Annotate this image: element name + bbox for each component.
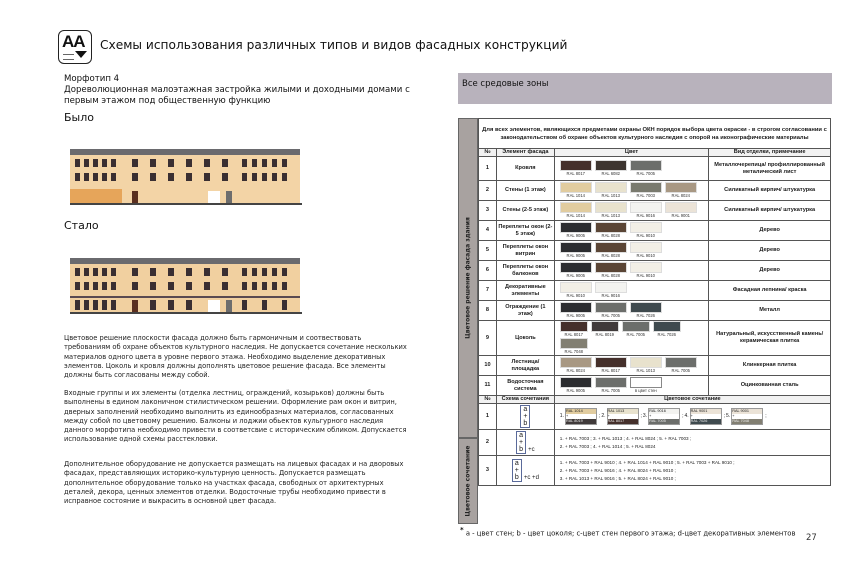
- comb-scheme: [496, 456, 554, 486]
- row-number: 2: [479, 181, 497, 201]
- swatch-fill: [595, 377, 627, 388]
- row-colors: [554, 321, 708, 356]
- separator: ;: [723, 413, 726, 419]
- scheme-letter: b: [523, 420, 528, 427]
- table-row: [479, 157, 831, 181]
- swatch-code: RAL 9010: [636, 273, 656, 278]
- swatch-code: RAL 1014: [566, 213, 586, 218]
- scheme-letter: a: [523, 406, 528, 413]
- row-element: Стены (2-5 этаж): [496, 201, 554, 221]
- color-swatch: [560, 377, 592, 394]
- row-number: 1: [479, 157, 497, 181]
- swatch-code: RAL 7005: [671, 368, 691, 373]
- swatch-fill: [622, 321, 650, 332]
- row-colors: [554, 181, 708, 201]
- swatch-fill: [630, 262, 662, 273]
- swatch-code: RAL 7005: [601, 388, 621, 393]
- color-swatch: [630, 182, 662, 199]
- color-swatch: [560, 282, 592, 299]
- table-row: [479, 201, 831, 221]
- color-swatch: [560, 321, 588, 338]
- swatch-fill: [665, 182, 697, 193]
- swatch-fill: [665, 202, 697, 213]
- comb-pair: [684, 408, 722, 425]
- facade-after-image: [70, 252, 310, 314]
- color-swatch: [560, 302, 592, 319]
- swatch-code: RAL 7005: [626, 332, 646, 337]
- row-element: Переплеты окон балконов: [496, 261, 554, 281]
- comb-scheme: [496, 404, 554, 430]
- color-swatch: [630, 242, 662, 259]
- swatch-fill: [653, 321, 681, 332]
- color-swatch: [630, 302, 662, 319]
- swatch-fill: [595, 242, 627, 253]
- swatch-fill: [591, 321, 619, 332]
- comb-bottom: RAL 8019: [566, 419, 596, 424]
- color-swatch: [665, 202, 697, 219]
- row-colors: [554, 301, 708, 321]
- swatch-code: RAL 1013: [601, 193, 621, 198]
- color-swatch: [665, 357, 697, 374]
- footnote-mark: *: [460, 526, 464, 534]
- color-swatch: [560, 160, 592, 177]
- comb-index: 5.: [726, 413, 731, 419]
- swatch-code: RAL 9001: [671, 213, 691, 218]
- swatch-code: RAL 9005: [566, 313, 586, 318]
- comb-scheme: [496, 430, 554, 456]
- color-swatch: [595, 377, 627, 394]
- row-finish: Силикатный кирпич/ штукатурка: [709, 181, 831, 201]
- comb-values: [554, 404, 830, 430]
- separator: ;: [598, 413, 601, 419]
- comb-number: 3: [479, 456, 497, 486]
- before-label: Было: [64, 111, 94, 124]
- scheme-letter: +: [519, 439, 524, 446]
- comb-pair: [723, 408, 767, 425]
- scheme-box: [516, 431, 526, 454]
- comb-number: 2: [479, 430, 497, 456]
- row-colors: [554, 261, 708, 281]
- swatch-fill: [630, 242, 662, 253]
- comb-top: RAL 9001: [732, 409, 762, 414]
- comb-plus: +: [690, 414, 693, 418]
- swatch-code: RAL 9005: [566, 388, 586, 393]
- logo: [58, 30, 92, 64]
- row-number: 5: [479, 241, 497, 261]
- swatch-code: RAL 9005: [566, 233, 586, 238]
- comb-box: [690, 408, 722, 425]
- comb-line: 2. + RAL 7003 + RAL 9016 ; 4. + RAL 8024 + RAL 9010 ;: [559, 467, 676, 473]
- comb-pair: [598, 408, 639, 425]
- row-finish: Дерево: [709, 221, 831, 241]
- comb-top: RAL 9001: [691, 409, 721, 414]
- row-colors: [554, 281, 708, 301]
- swatch-code: RAL 1013: [636, 368, 656, 373]
- header-color: Цвет: [554, 149, 708, 157]
- comb-bottom: RAL 7026: [691, 419, 721, 424]
- footnote-text: a - цвет стен; b - цвет цоколя; c-цвет стен первого этажа; d-цвет декоративных элементов: [465, 529, 796, 538]
- morphotype-block: [64, 74, 424, 108]
- swatch-fill: [630, 182, 662, 193]
- comb-index: 2.: [601, 413, 606, 419]
- comb-box: [731, 408, 763, 425]
- row-element: Ограждение (1 этаж): [496, 301, 554, 321]
- swatch-fill: [595, 182, 627, 193]
- swatch-code: RAL 8017: [601, 368, 621, 373]
- color-swatch: [630, 222, 662, 239]
- color-swatch: [653, 321, 681, 338]
- swatch-code: RAL 7048: [564, 349, 584, 354]
- zone-title: Все средовые зоны: [458, 73, 832, 104]
- comb-header-scheme: Схема сочетания: [496, 396, 554, 404]
- comb-bottom: RAL 8017: [608, 419, 638, 424]
- after-label: Стало: [64, 219, 99, 232]
- comb-plus: +: [649, 414, 652, 418]
- table-row: [479, 356, 831, 376]
- separator: ;: [765, 413, 767, 419]
- page-number: 27: [806, 533, 817, 543]
- swatch-code: RAL 7005: [636, 171, 656, 176]
- swatch-fill: [595, 160, 627, 171]
- color-table: [478, 118, 831, 486]
- scheme-box: [512, 459, 522, 482]
- combination-row: [479, 456, 831, 486]
- row-colors: [554, 376, 708, 396]
- comb-pair: [640, 408, 684, 425]
- row-finish: Металлочерепица/ профиллированный металический лист: [709, 157, 831, 181]
- scheme-letter: +: [514, 467, 519, 474]
- logo-triangle-icon: [75, 51, 87, 58]
- swatch-fill: [630, 302, 662, 313]
- swatch-code: RAL 8024: [566, 368, 586, 373]
- comb-plus: +: [732, 414, 735, 418]
- color-swatch: [560, 338, 588, 355]
- comb-plus: +: [607, 414, 610, 418]
- swatch-fill: [560, 182, 592, 193]
- scheme-letter: a: [514, 460, 519, 467]
- row-finish: Оцинкованная сталь: [709, 376, 831, 396]
- row-colors: [554, 221, 708, 241]
- row-finish: Металл: [709, 301, 831, 321]
- swatch-fill: [560, 242, 592, 253]
- row-finish: Фасадная лепнина/ краска: [709, 281, 831, 301]
- row-number: 3: [479, 201, 497, 221]
- color-swatch: [595, 357, 627, 374]
- color-swatch: [595, 182, 627, 199]
- swatch-code: RAL 9010: [566, 293, 586, 298]
- swatch-fill: [595, 302, 627, 313]
- comb-bottom: RAL 7048: [732, 419, 762, 424]
- swatch-fill: [595, 357, 627, 368]
- color-swatch: [591, 321, 619, 338]
- comb-line: 1. + RAL 7003 ; 3. + RAL 1013 ; 4. + RAL 8024 ; 5. + RAL 7003 ;: [559, 435, 692, 441]
- swatch-fill: [595, 222, 627, 233]
- side-label-combination: [458, 438, 478, 524]
- swatch-code: RAL 8028: [601, 233, 621, 238]
- color-swatch: [560, 222, 592, 239]
- swatch-code: RAL 1014: [566, 193, 586, 198]
- swatch-code: RAL 9010: [636, 253, 656, 258]
- color-swatch: [595, 222, 627, 239]
- comb-values: [554, 430, 830, 456]
- row-element: Водосточная система: [496, 376, 554, 396]
- separator: ;: [682, 413, 684, 419]
- morphotype-label: Морфотип 4: [64, 74, 120, 84]
- swatch-code: RAL 9005: [566, 273, 586, 278]
- comb-box: [648, 408, 680, 425]
- footnote: [460, 526, 795, 537]
- comb-box: [607, 408, 639, 425]
- logo-text: АА: [62, 32, 85, 51]
- row-finish: Натуральный, искусственный камень/ керамическая плитка: [709, 321, 831, 356]
- facade-before-image: [70, 143, 310, 205]
- color-swatch: [595, 202, 627, 219]
- row-number: 9: [479, 321, 497, 356]
- color-swatch: [560, 182, 592, 199]
- swatch-code: RAL 8017: [566, 171, 586, 176]
- header-element: Элемент фасада: [496, 149, 554, 157]
- swatch-fill: [560, 160, 592, 171]
- header-number: №: [479, 149, 497, 157]
- row-colors: [554, 356, 708, 376]
- swatch-fill: [560, 282, 592, 293]
- scheme-letter: b: [514, 474, 519, 481]
- swatch-fill: [630, 160, 662, 171]
- scheme-box: [520, 405, 530, 428]
- row-element: Лестница/площадка: [496, 356, 554, 376]
- comb-line: 3. + RAL 1013 + RAL 9016 ; 5. + RAL 8024 + RAL 9010 ;: [559, 475, 676, 481]
- row-element: Переплеты окон (2-5 этаж): [496, 221, 554, 241]
- table-row: [479, 376, 831, 396]
- row-element: Переплеты окон витрин: [496, 241, 554, 261]
- row-element: Стены (1 этаж): [496, 181, 554, 201]
- swatch-fill: [560, 377, 592, 388]
- color-swatch: [560, 262, 592, 279]
- color-swatch: [630, 357, 662, 374]
- color-swatch: [595, 282, 627, 299]
- row-finish: Дерево: [709, 241, 831, 261]
- page-title: Схемы использования различных типов и видов фасадных конструкций: [100, 38, 568, 52]
- color-swatch: [595, 242, 627, 259]
- scheme-letter: b: [519, 446, 524, 453]
- swatch-fill: [665, 357, 697, 368]
- color-swatch: [630, 262, 662, 279]
- color-swatch: [595, 160, 627, 177]
- scheme-letter: a: [519, 432, 524, 439]
- swatch-code: RAL 9016: [601, 293, 621, 298]
- swatch-code: RAL 7026: [657, 332, 677, 337]
- row-element: Кровля: [496, 157, 554, 181]
- scheme-extra: +c: [528, 447, 535, 453]
- row-number: 11: [479, 376, 497, 396]
- row-number: 7: [479, 281, 497, 301]
- table-row: [479, 281, 831, 301]
- swatch-fill: [560, 321, 588, 332]
- swatch-code: RAL 9005: [566, 253, 586, 258]
- side-label-combination-text: Цветовое сочетание: [464, 445, 472, 517]
- comb-index: 4.: [684, 413, 689, 419]
- swatch-code: RAL 8028: [601, 273, 621, 278]
- swatch-code: RAL 1013: [601, 213, 621, 218]
- separator: ;: [640, 413, 642, 419]
- table-row: [479, 181, 831, 201]
- swatch-code: RAL 8028: [601, 253, 621, 258]
- comb-pair: [559, 408, 601, 425]
- color-swatch: [630, 160, 662, 177]
- swatch-fill: [630, 222, 662, 233]
- swatch-fill: [595, 282, 627, 293]
- row-finish: Клинкерная плитка: [709, 356, 831, 376]
- color-swatch: [665, 182, 697, 199]
- comb-box: [565, 408, 597, 425]
- side-label-facade: [458, 118, 478, 438]
- row-number: 4: [479, 221, 497, 241]
- row-finish: Дерево: [709, 261, 831, 281]
- swatch-code: RAL 8019: [595, 332, 615, 337]
- row-colors: [554, 241, 708, 261]
- comb-header-combination: Цветовое сочетание: [554, 396, 830, 404]
- header-finish: Вид отделки, примечание: [709, 149, 831, 157]
- table-row: [479, 301, 831, 321]
- swatch-fill: [560, 338, 588, 349]
- table-row: [479, 321, 831, 356]
- row-number: 8: [479, 301, 497, 321]
- swatch-code: RAL 8017: [564, 332, 584, 337]
- side-label-facade-text: Цветовое решение фасада здания: [464, 217, 472, 339]
- comb-number: 1: [479, 404, 497, 430]
- comb-top: RAL 1014: [566, 409, 596, 414]
- table-row: [479, 261, 831, 281]
- swatch-fill: [630, 202, 662, 213]
- comb-line: 1. + RAL 7003 + RAL 9010 ; 4. + RAL 1014 + RAL 9010 ; 5. + RAL 7003 + RAL 9010 ;: [559, 459, 735, 465]
- scheme-extra: +c +d: [523, 475, 539, 481]
- swatch-code: RAL 9016: [636, 213, 656, 218]
- comb-header-number: №: [479, 396, 497, 404]
- swatch-code: RAL 7026: [636, 313, 656, 318]
- swatch-code: RAL 9010: [636, 233, 656, 238]
- swatch-fill: [595, 202, 627, 213]
- logo-lines: [63, 54, 74, 60]
- comb-top: RAL 9016: [649, 409, 679, 414]
- row-element: Цоколь: [496, 321, 554, 356]
- row-element: Декоративные элементы: [496, 281, 554, 301]
- morphotype-description: Дореволюционная малоэтажная застройка жилыми и доходными домами с первым этажом под общественную функцию: [64, 85, 410, 107]
- color-swatch: [595, 302, 627, 319]
- swatch-fill: [560, 357, 592, 368]
- row-number: 6: [479, 261, 497, 281]
- swatch-fill: [560, 302, 592, 313]
- combination-row: [479, 404, 831, 430]
- swatch-code: в цвет стен: [634, 388, 657, 393]
- swatch-fill: [595, 262, 627, 273]
- table-header: [479, 149, 831, 157]
- row-number: 10: [479, 356, 497, 376]
- swatch-fill: [630, 377, 662, 388]
- comb-index: 1.: [559, 413, 564, 419]
- swatch-fill: [560, 262, 592, 273]
- color-swatch: [560, 242, 592, 259]
- comb-bottom: RAL 7005: [649, 419, 679, 424]
- comb-top: RAL 1013: [608, 409, 638, 414]
- table-intro: Для всех элементов, являющихся предметами охраны ОКН порядок выбора цвета окраски - в строгом согласовании с законодательством об охране объектов культурного наследия с опорой на иконографические материалы: [479, 119, 831, 149]
- row-finish: Силикатный кирпич/ штукатурка: [709, 201, 831, 221]
- combination-header: [479, 396, 831, 404]
- swatch-fill: [560, 222, 592, 233]
- scheme-letter: +: [523, 413, 528, 420]
- comb-plus: +: [565, 414, 569, 418]
- color-swatch: [630, 377, 662, 394]
- swatch-code: RAL 7003: [636, 193, 656, 198]
- swatch-fill: [630, 357, 662, 368]
- swatch-code: RAL 6082: [601, 171, 621, 176]
- combination-row: [479, 430, 831, 456]
- color-swatch: [622, 321, 650, 338]
- table-row: [479, 241, 831, 261]
- comb-index: 3.: [642, 413, 648, 419]
- swatch-fill: [560, 202, 592, 213]
- comb-line: 2. + RAL 7003 ; 4. + RAL 1014 ; 5. + RAL 8024: [559, 443, 656, 449]
- swatch-code: RAL 7005: [601, 313, 621, 318]
- table-row: [479, 221, 831, 241]
- swatch-code: RAL 8024: [671, 193, 691, 198]
- color-swatch: [630, 202, 662, 219]
- paragraph-equipment: Дополнительное оборудование не допускается размещать на лицевых фасадах и на дворовых фасадах, представляющих историко-культурную ценность. Допускается размещать дополнительное оборудование только на участках фасада, свободных от архитектурных деталей, декора, ценных элементов отделки. Водосточные трубы необходимо привести в исправное состояние и выкрасить в основной цвет фасада.: [64, 460, 404, 506]
- color-swatch: [560, 357, 592, 374]
- paragraph-entrances: Входные группы и их элементы (отделка лестниц, ограждений, козырьков) должны быть выполнены в едином лаконичном стилистическом решении. Оформление рам окон и витрин, дверных заполнений необходимо выполнить из единообразных материалов, согласованных между собой по цветовому решению. Балконы и лоджии обьектов кульгурного наследия данного морфотипа необходимо привести в соответсвие с историческим обликом. Допускается использование одной схемы расстекловки.: [64, 389, 407, 444]
- color-swatch: [560, 202, 592, 219]
- row-colors: [554, 201, 708, 221]
- comb-values: [554, 456, 830, 486]
- color-swatch: [595, 262, 627, 279]
- row-colors: [554, 157, 708, 181]
- paragraph-color: Цветовое решение плоскости фасада должно быть гармоничным и соотвествовать требованиям об охране объектов культурного наследия. Не допускается сочетание нескольких материалов одного цвета в уровне первого этажа. Необходимо выделение декоративных элементов. Цоколь и кровля должны дополнять цветовое решение фасада. Все элементы должны быть согласованы между собой.: [64, 334, 407, 380]
